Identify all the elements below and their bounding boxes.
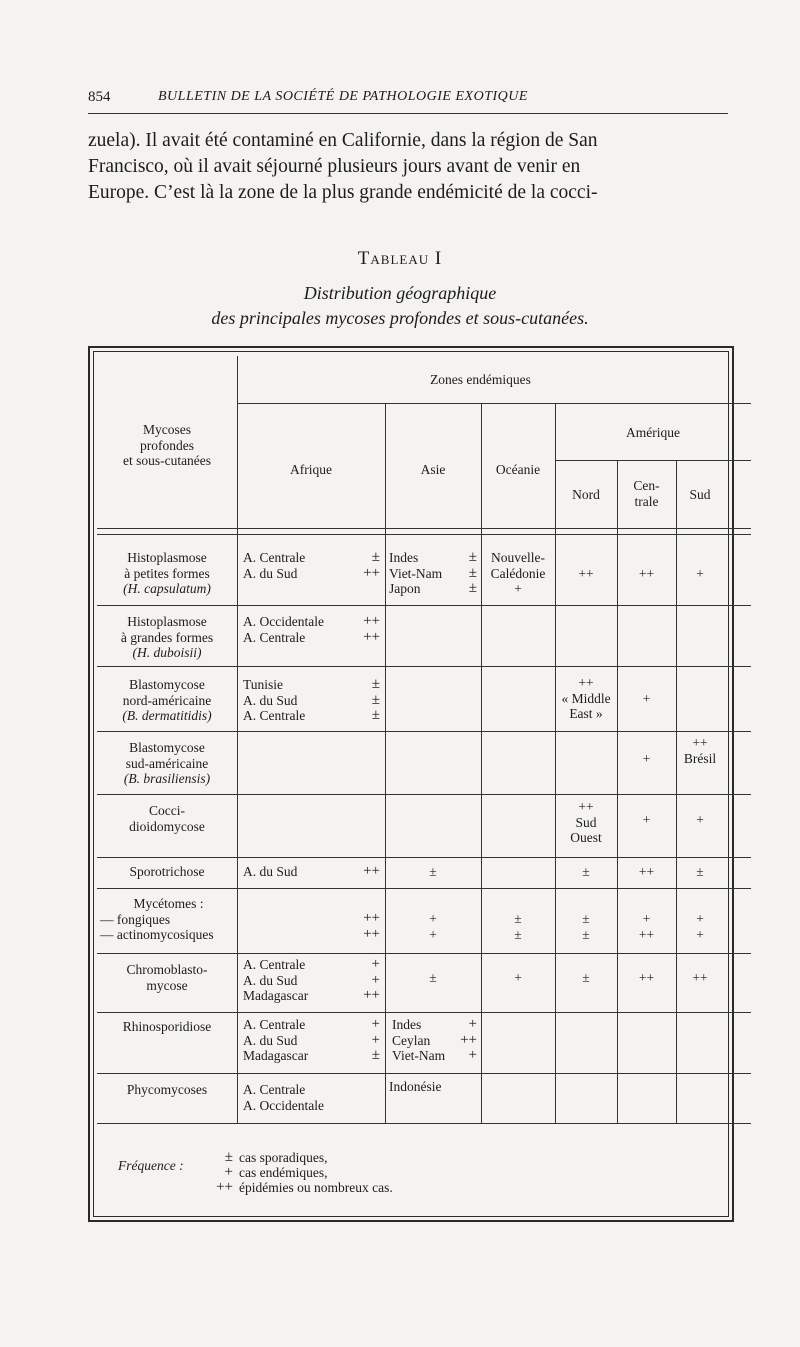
cell-asie: ± xyxy=(429,970,437,985)
cell-asie: + + xyxy=(429,911,437,942)
row-name-mycetomes: Mycétomes : — fongiques — actinomycosiques xyxy=(100,896,214,942)
cell-nord: ± ± xyxy=(582,911,590,942)
cell-sud: ++ xyxy=(692,970,708,985)
row-rule xyxy=(97,953,751,954)
intro-line: Francisco, où il avait séjourné plusieurs jours avant de venir en xyxy=(88,156,581,177)
row-rule xyxy=(237,403,751,404)
column-rule xyxy=(481,403,482,1123)
row-rule xyxy=(97,1073,751,1074)
intro-line: Europe. C’est là la zone de la plus grande endémicité de la cocci- xyxy=(88,182,598,203)
cell-afrique-freq: ± ± ± xyxy=(371,676,380,723)
header-sud: Sud xyxy=(689,487,711,502)
legend-symbols: ± + ++ xyxy=(216,1149,233,1195)
row-name-coccidioidomycose: Cocci- dioidomycose xyxy=(129,803,205,834)
cell-sud: + xyxy=(696,812,704,827)
cell-sud: ± xyxy=(696,864,704,879)
row-rule xyxy=(97,528,751,529)
legend-texts: cas sporadiques, cas endémiques, épidémies ou nombreux cas. xyxy=(239,1150,393,1195)
cell-asie: Indes Viet-Nam Japon xyxy=(389,550,443,596)
cell-asie: ± xyxy=(429,864,437,879)
cell-nord: ++ Sud Ouest xyxy=(570,799,602,845)
legend-label: Fréquence : xyxy=(118,1158,184,1173)
row-name-chromoblastomycose: Chromoblasto- mycose xyxy=(126,962,208,993)
row-name-sporotrichose: Sporotrichose xyxy=(129,864,205,879)
header-afrique: Afrique xyxy=(290,462,332,477)
table-subtitle: Distribution géographique xyxy=(303,283,497,303)
intro-line: zuela). Il avait été contaminé en Californie, dans la région de San xyxy=(88,130,598,151)
row-rule xyxy=(97,888,751,889)
header-mycoses: Mycoses profondes et sous-cutanées xyxy=(122,422,212,468)
header-rule xyxy=(88,113,728,114)
table-subtitle: des principales mycoses profondes et sous-cutanées. xyxy=(211,308,589,328)
cell-nord: ++ xyxy=(578,566,594,581)
cell-asie-freq: + ++ + xyxy=(460,1016,477,1063)
cell-centrale: ++ xyxy=(638,970,655,985)
table-title: Tableau I xyxy=(357,248,443,269)
row-rule xyxy=(97,1123,751,1124)
row-rule xyxy=(97,794,751,795)
cell-afrique-freq: ++ ++ xyxy=(363,910,380,942)
cell-afrique: A. Centrale A. Occidentale xyxy=(243,1082,324,1113)
row-rule xyxy=(97,731,751,732)
column-rule xyxy=(676,460,677,1123)
running-header xyxy=(88,86,728,108)
cell-afrique-freq: ++ xyxy=(363,863,380,879)
cell-asie: Indonésie xyxy=(389,1079,442,1094)
cell-nord: ++ « Middle East » xyxy=(561,675,611,721)
cell-asie: Indes Ceylan Viet-Nam xyxy=(392,1017,446,1063)
row-name-phycomycoses: Phycomycoses xyxy=(126,1082,208,1097)
row-name-histoplasmose-petites: Histoplasmose à petites formes (H. capsulatum) xyxy=(123,550,211,596)
cell-afrique-freq: ± ++ xyxy=(363,549,380,581)
cell-oceanie: Nouvelle- Calédonie + xyxy=(490,550,546,596)
cell-centrale: ++ xyxy=(638,566,655,581)
row-name-rhinosporidiose: Rhinosporidiose xyxy=(122,1019,212,1034)
cell-centrale: ++ xyxy=(638,864,655,879)
cell-afrique: A. Centrale A. du Sud xyxy=(243,550,306,581)
cell-afrique: A. Occidentale A. Centrale xyxy=(243,614,324,645)
column-rule xyxy=(385,403,386,1123)
row-name-blastomycose-nord: Blastomycose nord-américaine (B. dermatitidis) xyxy=(122,677,212,723)
cell-afrique: A. Centrale A. du Sud Madagascar xyxy=(243,957,309,1003)
cell-centrale: + xyxy=(642,691,651,706)
header-oceanie: Océanie xyxy=(495,462,541,477)
cell-afrique: A. Centrale A. du Sud Madagascar xyxy=(243,1017,309,1063)
header-asie: Asie xyxy=(420,462,446,477)
intro-paragraph xyxy=(88,128,728,206)
header-centrale: Cen- trale xyxy=(633,478,660,509)
cell-afrique-freq: + + ± xyxy=(371,1016,380,1063)
cell-nord: ± xyxy=(582,864,590,879)
cell-centrale: + ++ xyxy=(638,911,655,942)
row-rule xyxy=(555,460,751,461)
cell-nord: ± xyxy=(582,970,590,985)
header-zones: Zones endémiques xyxy=(430,372,531,387)
column-rule xyxy=(555,403,556,1123)
column-rule xyxy=(617,460,618,1123)
row-rule xyxy=(97,1012,751,1013)
row-name-blastomycose-sud: Blastomycose sud-américaine (B. brasiliensis) xyxy=(123,740,211,786)
row-rule xyxy=(97,534,751,535)
cell-afrique: A. du Sud xyxy=(243,864,298,879)
row-rule xyxy=(97,666,751,667)
cell-sud: + + xyxy=(696,911,704,942)
cell-centrale: + xyxy=(642,751,651,766)
cell-afrique-freq: + + ++ xyxy=(363,956,380,1003)
cell-oceanie: + xyxy=(514,970,522,985)
row-rule xyxy=(97,857,751,858)
cell-oceanie: ± ± xyxy=(514,911,522,942)
header-amerique: Amérique xyxy=(626,425,680,440)
cell-sud: ++ Brésil xyxy=(683,735,717,766)
cell-centrale: + xyxy=(642,812,651,827)
running-title: BULLETIN DE LA SOCIÉTÉ DE PATHOLOGIE EXOTIQUE xyxy=(158,89,528,104)
cell-afrique: Tunisie A. du Sud A. Centrale xyxy=(243,677,306,723)
row-name-histoplasmose-grandes: Histoplasmose à grandes formes (H. duboisii) xyxy=(120,614,214,660)
header-nord: Nord xyxy=(572,487,600,502)
cell-afrique-freq: ++ ++ xyxy=(363,613,380,645)
cell-sud: + xyxy=(696,566,704,581)
row-rule xyxy=(97,605,751,606)
page-number: 854 xyxy=(88,89,111,105)
cell-asie-freq: ± ± ± xyxy=(468,549,477,596)
